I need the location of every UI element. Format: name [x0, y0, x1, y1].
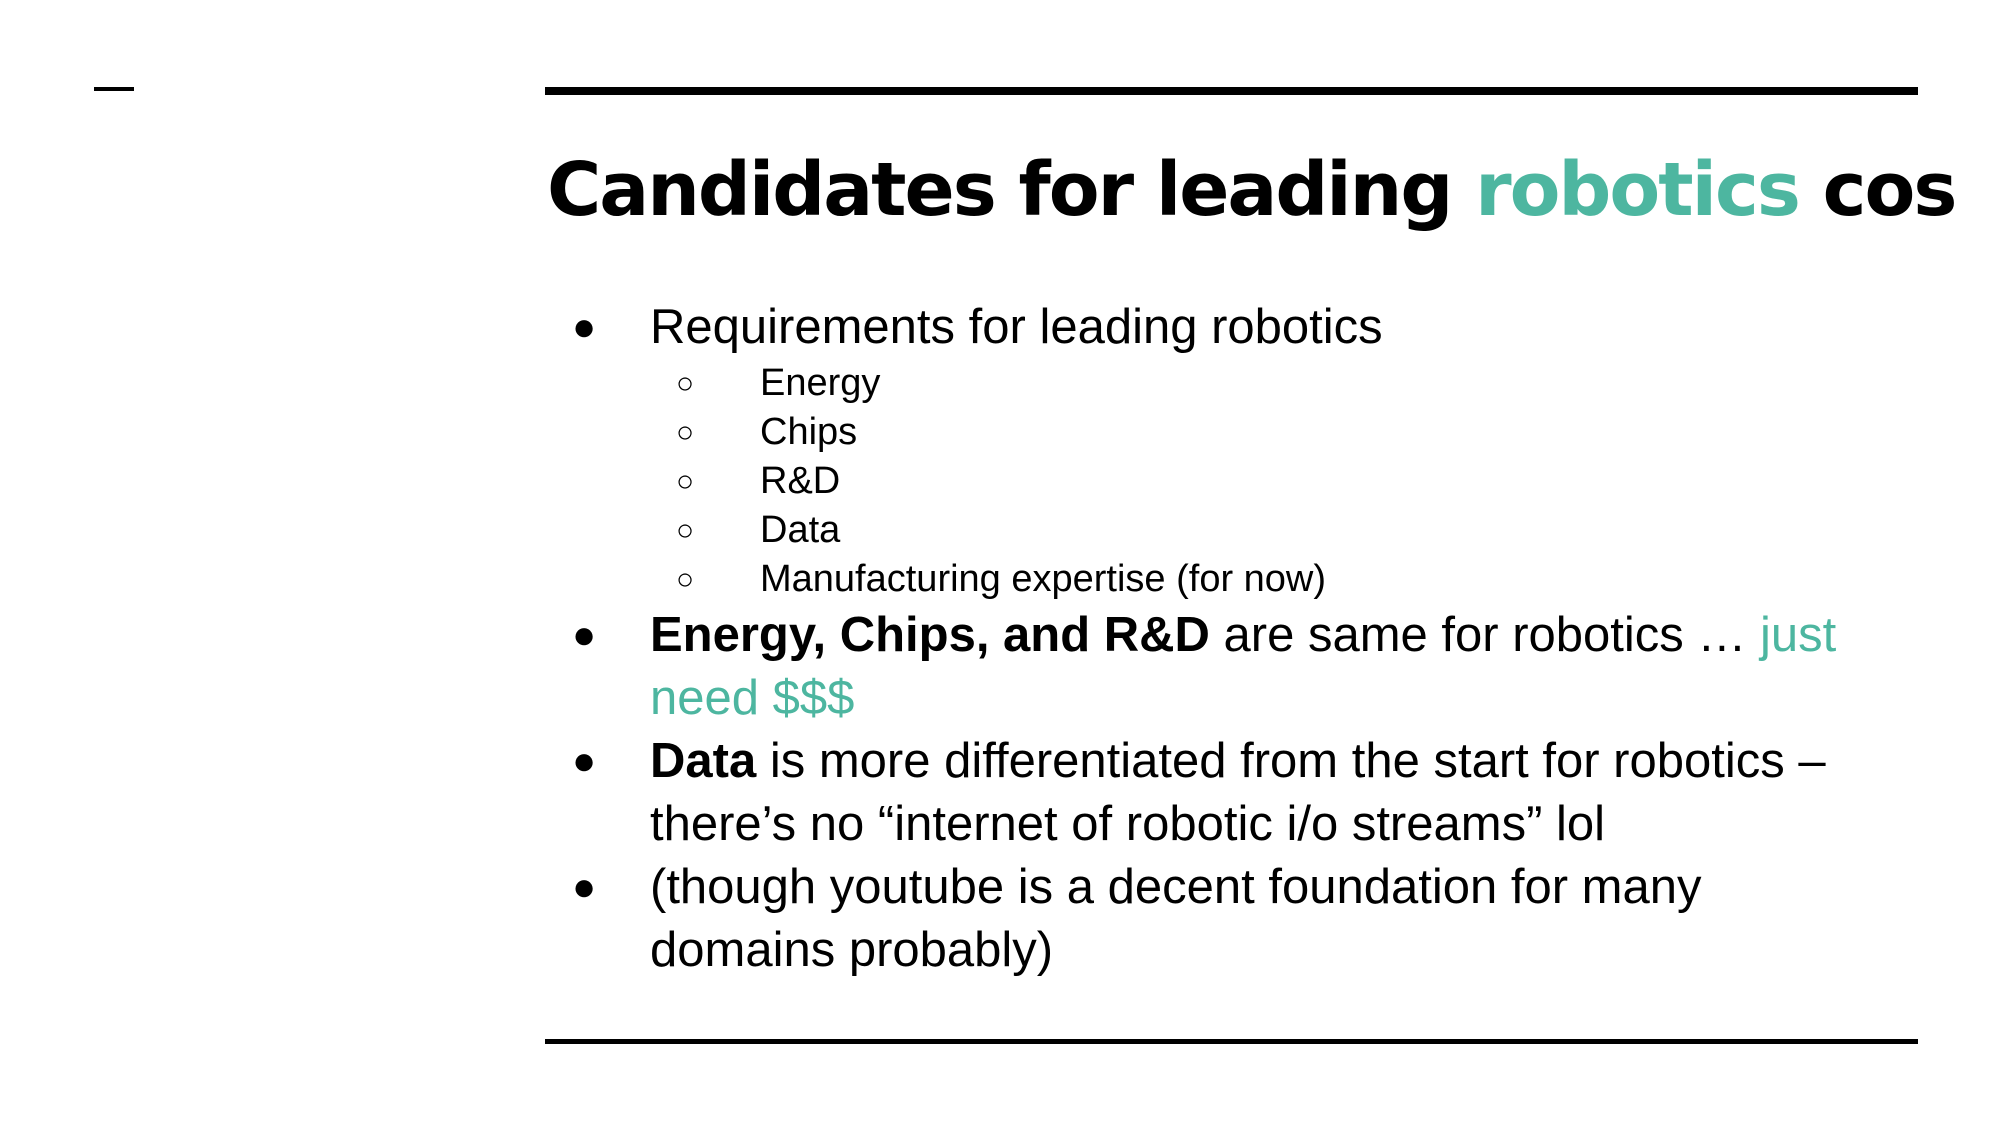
bottom-rule	[545, 1039, 1918, 1044]
bullet-item-youtube	[560, 856, 1900, 982]
sub-list-container	[560, 359, 1900, 604]
title-accent: robotics	[1475, 147, 1799, 233]
bullet-bold-text: Data	[650, 734, 757, 788]
bullet-text: Requirements for leading robotics	[650, 300, 1383, 354]
slide-title	[547, 140, 1955, 240]
sub-bullet-icon: ○	[676, 514, 695, 547]
sub-item-text: Data	[760, 509, 841, 551]
sub-item-text: Chips	[760, 411, 858, 453]
sub-item-text: Manufacturing expertise (for now)	[760, 558, 1327, 600]
bullet-icon: ●	[572, 739, 597, 783]
sub-bullet-icon: ○	[676, 416, 695, 449]
bullet-text: are same for robotics …	[1209, 608, 1761, 662]
bullet-icon: ●	[572, 305, 597, 349]
bullet-icon: ●	[572, 613, 597, 657]
bullet-item-data	[560, 730, 1900, 856]
bullet-accent-text: just need $$$	[650, 608, 1837, 725]
bullet-text: (though youtube is a decent foundation for many domains probably)	[650, 860, 1702, 977]
bullet-bold-text: Energy, Chips, and R&D	[650, 608, 1210, 662]
sub-item-chips	[560, 408, 1900, 457]
sub-bullet-icon: ○	[676, 563, 695, 596]
bullet-item-requirements	[560, 296, 1900, 359]
corner-dash	[94, 87, 134, 91]
bullet-item-energy-chips	[560, 604, 1900, 730]
title-part1: Candidates for leading	[547, 147, 1476, 233]
sub-item-manufacturing	[560, 555, 1900, 604]
sub-item-data	[560, 506, 1900, 555]
sub-item-text: R&D	[760, 460, 841, 502]
title-part2: cos	[1798, 147, 1956, 233]
requirements-sublist	[560, 359, 1900, 604]
sub-item-rd	[560, 457, 1900, 506]
sub-item-energy	[560, 359, 1900, 408]
sub-bullet-icon: ○	[676, 465, 695, 498]
sub-bullet-icon: ○	[676, 367, 695, 400]
sub-item-text: Energy	[760, 362, 881, 404]
bullet-icon: ●	[572, 865, 597, 909]
bullet-list	[560, 296, 1900, 982]
top-rule	[545, 87, 1918, 95]
bullet-text: is more differentiated from the start for robotics – there’s no “internet of robotic i/o streams” lol	[650, 734, 1826, 851]
